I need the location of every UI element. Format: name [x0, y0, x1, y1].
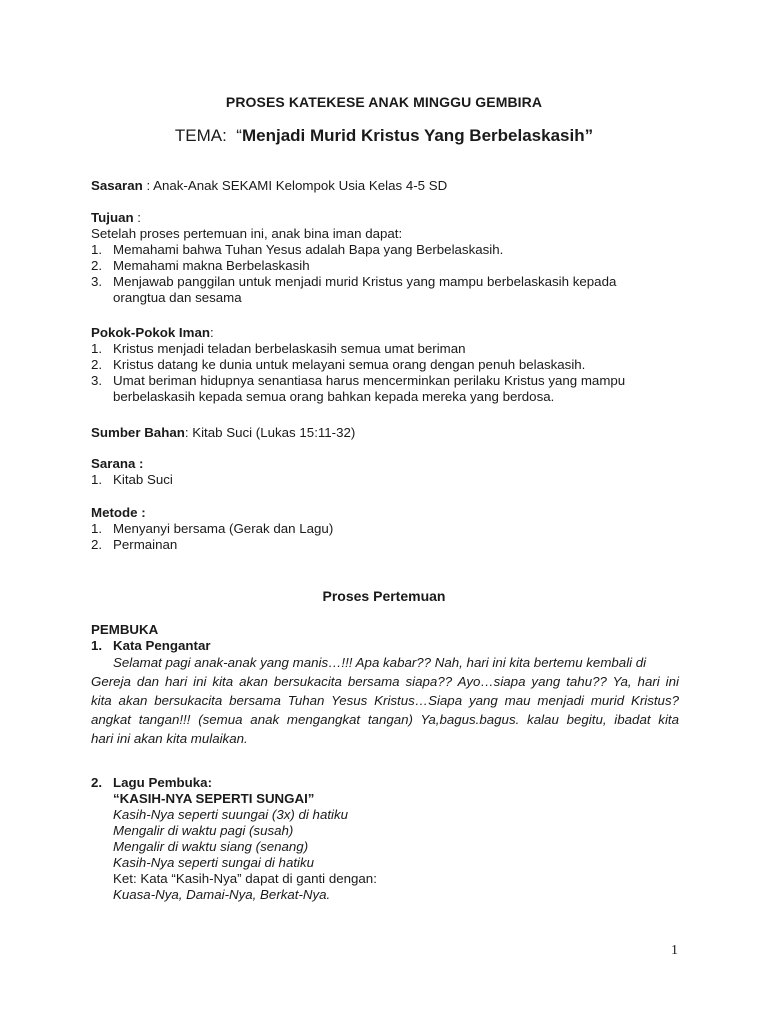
list-number: 1.: [91, 341, 103, 356]
list-text: Umat beriman hidupnya senantiasa harus mencerminkan perilaku Kristus yang mampu: [113, 373, 626, 388]
sumber-bahan-text: : Kitab Suci (Lukas 15:11-32): [184, 425, 356, 440]
lyric-line: Mengalir di waktu pagi (susah): [113, 823, 294, 838]
list-number: 3.: [91, 274, 103, 289]
tema-text: Menjadi Murid Kristus Yang Berbelaskasih: [241, 126, 585, 145]
list-text: Memahami makna Berbelaskasih: [113, 258, 310, 273]
list-number: 2.: [91, 258, 103, 273]
list-number: 1.: [91, 521, 103, 536]
proses-pertemuan-heading: Proses Pertemuan: [322, 588, 446, 604]
list-number: 3.: [91, 373, 103, 388]
lagu-pembuka-heading: [91, 775, 681, 791]
tema-label: TEMA:: [174, 126, 227, 145]
lyric-line: Kasih-Nya seperti suungai (3x) di hatiku: [113, 807, 349, 822]
lagu-pembuka-section: [91, 775, 681, 903]
paragraph-line: kita akan bersukacita bersama Tuhan Yesus Kristus…Siapa yang mau menjadi murid Kristus?: [91, 693, 679, 708]
list-item: [91, 258, 681, 274]
paragraph-line: Selamat pagi anak-anak yang manis…!!! Apa kabar?? Nah, hari ini kita bertemu kembali di: [113, 655, 647, 670]
pembuka-label: PEMBUKA: [91, 622, 159, 637]
sumber-bahan-section: [91, 425, 681, 441]
list-item: [91, 373, 681, 389]
list-number: 2.: [91, 537, 103, 552]
list-number: 1.: [91, 242, 103, 257]
pokok-iman-suffix: :: [209, 325, 214, 340]
list-item: [91, 472, 681, 488]
sasaran-label: Sasaran: [91, 178, 143, 193]
list-item-continuation: berbelaskasih kepada semua orang bahkan kepada mereka yang berdosa.: [113, 389, 555, 404]
list-text: Kristus menjadi teladan berbelaskasih semua umat beriman: [113, 341, 466, 356]
list-number: 2.: [91, 775, 103, 790]
sasaran-section: [91, 178, 681, 194]
tujuan-intro: Setelah proses pertemuan ini, anak bina iman dapat:: [91, 226, 403, 241]
pokok-iman-label: Pokok-Pokok Iman: [91, 325, 210, 340]
document-title: PROSES KATEKESE ANAK MINGGU GEMBIRA: [225, 94, 543, 110]
tema-line: [0, 126, 768, 146]
list-item: [91, 274, 681, 290]
list-text: Permainan: [113, 537, 178, 552]
list-item: [91, 521, 681, 537]
pembuka-section: [91, 622, 681, 654]
kata-pengantar-label: Kata Pengantar: [113, 638, 211, 653]
sarana-section: [91, 456, 681, 488]
tujuan-label: Tujuan: [91, 210, 134, 225]
paragraph-line: Gereja dan hari ini kita akan bersukacita bersama siapa?? Ayo…siapa yang tahu?? Ya, hari ini: [91, 674, 679, 689]
sumber-bahan-label: Sumber Bahan: [91, 425, 185, 440]
sasaran-text: : Anak-Anak SEKAMI Kelompok Usia Kelas 4-5 SD: [142, 178, 448, 193]
tujuan-suffix: :: [133, 210, 141, 225]
paragraph-line: angkat tangan!!! (semua anak mengangkat tangan) Ya,bagus.bagus. kalau begitu, ibadat kita: [91, 712, 679, 727]
list-text: Menyanyi bersama (Gerak dan Lagu): [113, 521, 334, 536]
list-item: [91, 537, 681, 553]
lagu-pembuka-label: Lagu Pembuka:: [113, 775, 213, 790]
list-number: 1.: [91, 472, 103, 487]
tema-close-quote: ”: [584, 126, 594, 145]
list-number: 1.: [91, 638, 103, 653]
ket-note: Ket: Kata “Kasih-Nya” dapat di ganti dengan:: [113, 871, 377, 886]
metode-section: [91, 505, 681, 553]
list-item: [91, 341, 681, 357]
kata-pengantar-heading: [91, 638, 681, 654]
song-title: “KASIH-NYA SEPERTI SUNGAI”: [113, 791, 315, 806]
tujuan-section: [91, 210, 681, 306]
ket-alternatives: Kuasa-Nya, Damai-Nya, Berkat-Nya.: [113, 887, 331, 902]
list-text: Menjawab panggilan untuk menjadi murid Kristus yang mampu berbelaskasih kepada: [113, 274, 617, 289]
tema-open-quote: “: [236, 126, 242, 145]
list-text: Kristus datang ke dunia untuk melayani semua orang dengan penuh belaskasih.: [113, 357, 586, 372]
lyric-line: Kasih-Nya seperti sungai di hatiku: [113, 855, 315, 870]
page-number: 1: [671, 943, 678, 958]
list-item: [91, 242, 681, 258]
pokok-iman-section: [91, 325, 681, 405]
paragraph-line: hari ini akan kita mulaikan.: [91, 731, 248, 746]
kata-pengantar-paragraph: [91, 653, 679, 748]
list-item-continuation: orangtua dan sesama: [113, 290, 242, 305]
list-item: [91, 357, 681, 373]
list-number: 2.: [91, 357, 103, 372]
metode-label: Metode :: [91, 505, 146, 520]
sarana-label: Sarana :: [91, 456, 144, 471]
lyric-line: Mengalir di waktu siang (senang): [113, 839, 309, 854]
list-text: Kitab Suci: [113, 472, 173, 487]
list-text: Memahami bahwa Tuhan Yesus adalah Bapa yang Berbelaskasih.: [113, 242, 504, 257]
